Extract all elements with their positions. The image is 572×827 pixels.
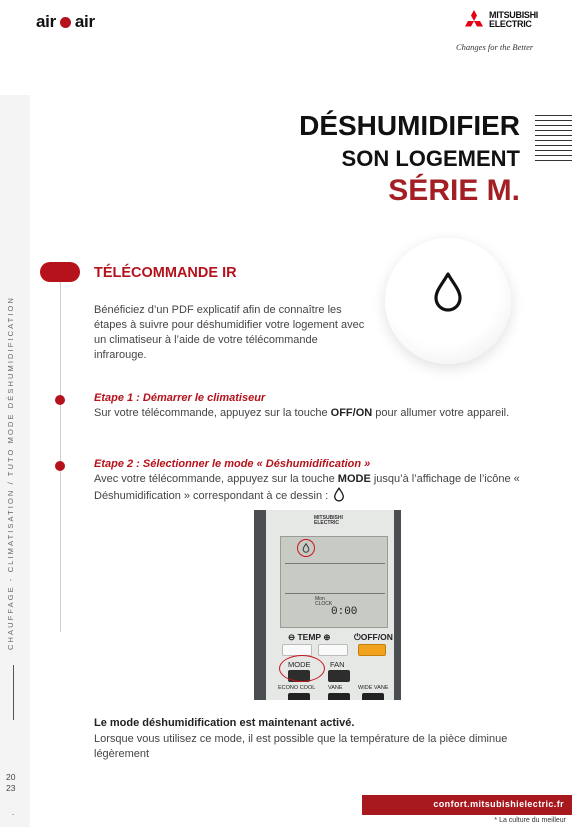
remote-brand-line1: MITSUBISHI [314,515,343,521]
mitsubishi-line2: ELECTRIC [489,19,532,29]
mitsubishi-tagline: Changes for the Better [456,42,534,52]
step-2-text-a: Avec votre télécommande, appuyez sur la touche [94,473,338,485]
sidebar-category-text: CHAUFFAGE - CLIMATISATION / TUTO MODE DÉSHUMIDIFICATION [6,296,15,650]
step-1-bullet [55,395,65,405]
temp-down-button[interactable] [282,644,312,656]
mode-highlight-circle [279,655,325,682]
footer-bar [362,795,572,815]
step-2-bullet [55,461,65,471]
step-2-body [94,472,524,504]
logo-part1: air [36,12,56,31]
footer-note: * La culture du meilleur [494,817,566,824]
onoff-label-row: ⏻OFF/ON [354,632,393,642]
mode-label: MODE [288,660,311,669]
section-marker [40,262,80,282]
sidebar-dot: . [12,808,15,817]
step-2-text-b: jusqu’à l’affichage de l’icône « Déshumidification » correspondant à ce dessin : [94,473,520,502]
timeline-line [60,282,61,632]
step-2-key: MODE [337,473,371,485]
step-1-title: Etape 1 : Démarrer le climatiseur [94,392,266,404]
temp-label-row: ⊖ TEMP ⊕ [288,632,331,642]
lcd-day-text: Mon [315,596,325,602]
onoff-label: OFF/ON [360,632,393,642]
logo-red-dot-icon [60,17,71,28]
wide-vane-label: WIDE VANE [358,685,389,691]
section-title: TÉLÉCOMMANDE IR [94,265,237,281]
year-bottom: 23 [6,783,16,793]
lcd-divider-2 [285,593,385,594]
step-1-text-a: Sur votre télécommande, appuyez sur la touche [94,407,331,419]
temp-up-button[interactable] [318,644,348,656]
remote-control-photo [254,510,401,700]
wide-vane-button[interactable] [362,693,384,700]
mitsubishi-diamonds-icon [462,10,486,32]
page-title-line2: SON LOGEMENT [341,146,520,171]
onoff-button[interactable] [358,644,386,656]
step-1-text-b: pour allumer votre appareil. [372,407,510,419]
dehumidify-icon-badge [385,238,511,364]
conclusion-title: Le mode déshumidification est maintenant activé. [94,717,355,729]
vane-label: VANE [328,685,343,691]
step-1-key: OFF/ON [330,407,373,419]
decorative-stripes [535,115,572,165]
lcd-highlight-circle [297,539,315,557]
lcd-divider-1 [285,563,385,564]
section-intro: Bénéficiez d’un PDF explicatif afin de connaître les étapes à suivre pour déshumidifier votre logement avec un climatiseur à l’aide de votre télécommande infrarouge. [94,304,365,361]
temp-label: TEMP [297,632,321,642]
logo-part2: air [74,12,95,31]
fan-button[interactable] [328,670,350,682]
footer-url-link[interactable]: confort.mitsubishielectric.fr [433,799,564,809]
mitsubishi-line1: MITSUBISHI [489,10,539,20]
page-title-line3: SÉRIE M. [388,174,520,207]
mitsubishi-wordmark [489,11,538,29]
inline-water-drop-icon [333,487,345,502]
lcd-clock-text: CLOCK [315,601,333,607]
remote-body [266,510,394,700]
step-1-body [94,406,524,421]
remote-lcd-screen [280,536,388,628]
step-2-title: Etape 2 : Sélectionner le mode « Déshumidification » [94,458,371,470]
page-title-line1: DÉSHUMIDIFIER [299,110,520,141]
remote-brand-line2: ELECTRIC [314,520,339,526]
remote-brand [314,516,343,526]
water-drop-icon [432,271,464,313]
sidebar-year [6,772,15,794]
vane-button[interactable] [328,693,350,700]
year-top: 20 [6,772,16,782]
sidebar-divider [13,665,14,720]
mitsubishi-logo [448,10,558,54]
conclusion-body: Lorsque vous utilisez ce mode, il est possible que la température de la pièce diminue légèrement [94,733,508,760]
sidebar-strip [0,95,30,827]
lcd-drop-icon [302,543,310,553]
econo-cool-button[interactable] [288,693,310,700]
lcd-time: 0:00 [331,606,358,618]
fan-label: FAN [330,660,345,669]
econo-cool-label: ECONO COOL [278,685,316,691]
lcd-day [315,597,332,607]
air-air-logo [36,12,95,32]
